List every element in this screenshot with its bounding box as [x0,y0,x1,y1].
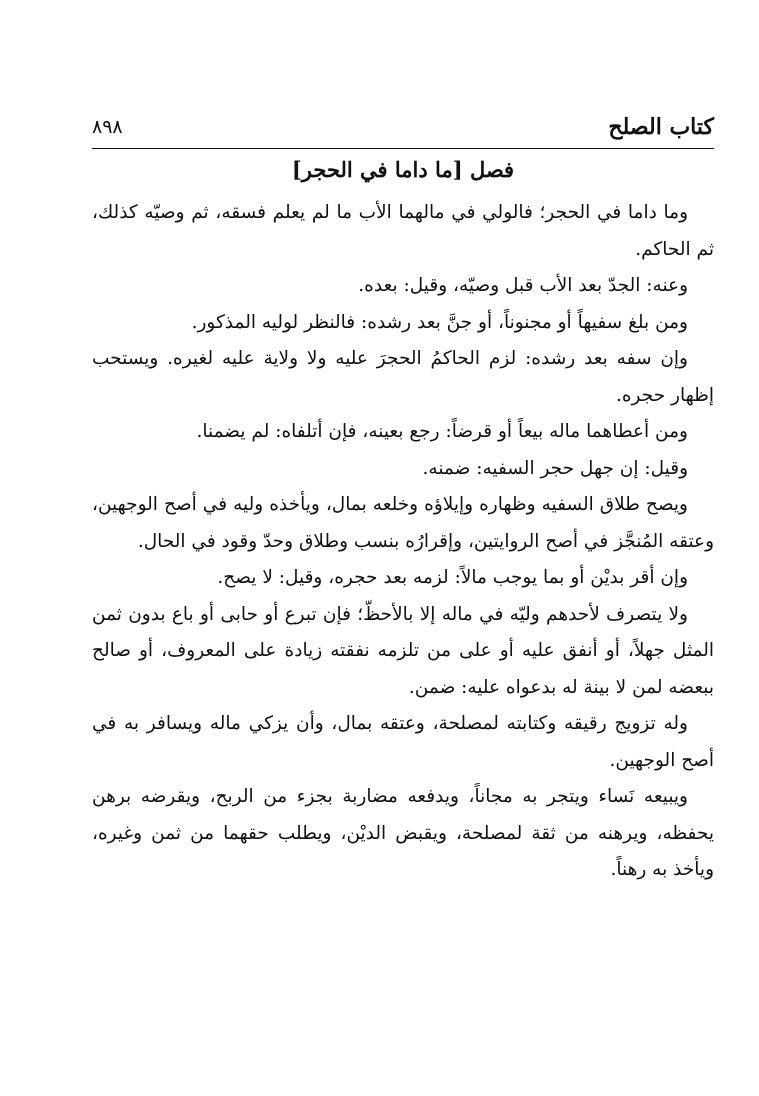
page-number: ٨٩٨ [92,116,123,138]
paragraph: وما داما في الحجر؛ فالولي في مالهما الأب ما لم يعلم فسقه، ثم وصيّه كذلك، ثم الحاكم. [92,202,714,260]
paragraph: وقيل: إن جهل حجر السفيه: ضمنه. [422,457,688,479]
paragraph: ومن أعطاهما ماله بيعاً أو قرضاً: رجع بعينه، فإن أتلفاه: لم يضمنا. [196,421,688,442]
book-title: كتاب الصلح [608,114,714,140]
page [92,114,714,889]
paragraph: وعنه: الجدّ بعد الأب قبل وصيّه، وقيل: بعده. [358,275,688,296]
paragraph: وإن أقر بديْن أو بما يوجب مالاً: لزمه بعد حجره، وقيل: لا يصح. [217,567,688,588]
paragraph: وإن سفه بعد رشده: لزم الحاكمُ الحجرَ عليه ولا ولاية عليه لغيره. ويستحب إظهار حجره. [92,348,714,406]
paragraph: ولا يتصرف لأحدهم وليّه في ماله إلا بالأحظّ؛ فإن تبرع أو حابى أو باع بدون ثمن المثل جهلاً، أو أنفق عليه أو على من تلزمه نفقته زيادة على المعروف، أو صالح ببعضه لمن لا بينة له بدعواه عليه: ضمن. [92,603,714,698]
page-header [92,114,714,148]
body-text [92,195,714,889]
paragraph: ومن بلغ سفيهاً أو مجنوناً، أو جنَّ بعد رشده: فالنظر لوليه المذكور. [191,311,688,333]
paragraph: ويبيعه نَساء ويتجر به مجاناً، ويدفعه مضاربة بجزء من الربح، ويقرضه برهن يحفظه، ويرهنه من ثقة لمصلحة، ويقبض الديْن، ويطلب حقهما من ثمن وغيره، ويأخذ به رهناً. [92,786,714,880]
header-rule [92,148,714,149]
paragraph: ويصح طلاق السفيه وظهاره وإيلاؤه وخلعه بمال، ويأخذه وليه في أصح الوجهين، وعتقه المُنجَّز في أصح الروايتين، وإقرارُه بنسب وطلاق وحدّ وقود في الحال. [92,494,714,552]
section-title: فصل [ما داما في الحجر] [291,157,515,182]
paragraph: وله تزويج رقيقه وكتابته لمصلحة، وعتقه بمال، وأن يزكي ماله ويسافر به في أصح الوجهين. [92,713,714,771]
